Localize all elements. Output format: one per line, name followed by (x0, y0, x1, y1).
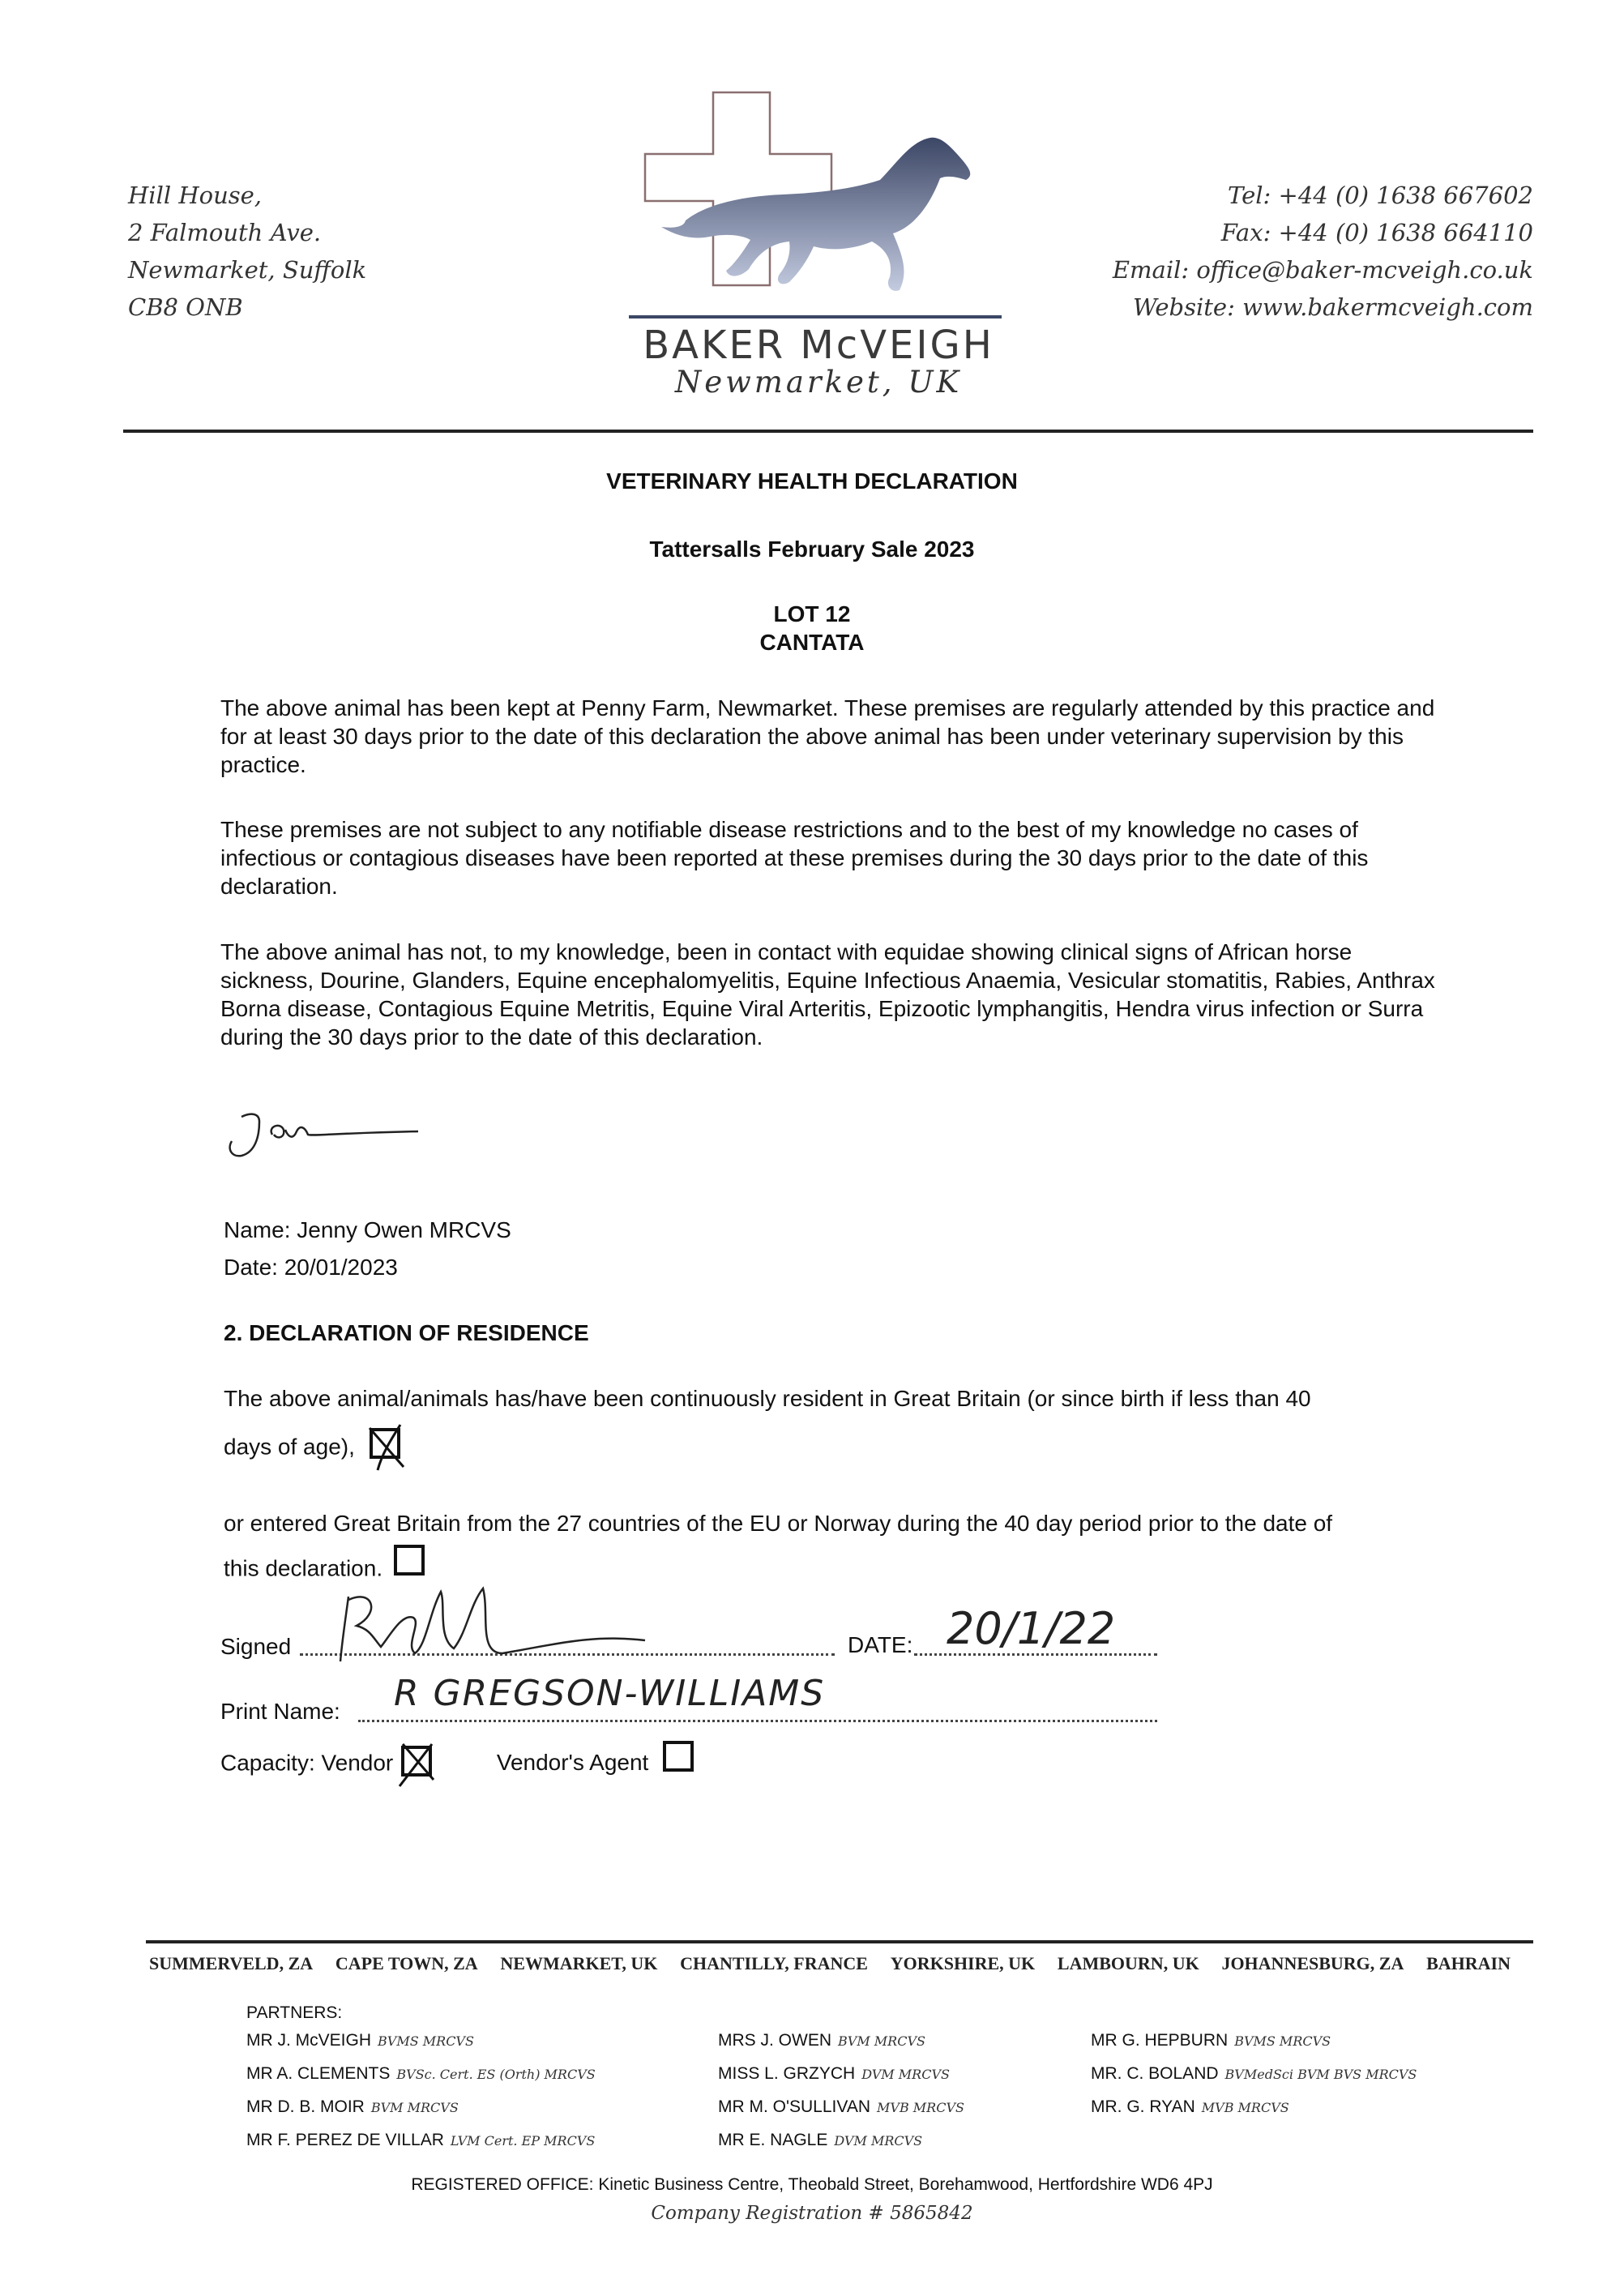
residence-line-2 (224, 1433, 400, 1464)
print-name-line (358, 1720, 1157, 1722)
partner-item: MR F. PEREZ DE VILLAR LVM Cert. EP MRCVS (246, 2131, 596, 2149)
brand-name: BAKER McVEIGH (643, 323, 994, 368)
partner-item: MR. C. BOLAND BVMedSci BVM BVS MRCVS (1091, 2064, 1417, 2083)
residence-line-3: or entered Great Britain from the 27 countries of the EU or Norway during the 40 day period prior to the date of (224, 1511, 1333, 1536)
address-line: 2 Falmouth Ave. (128, 219, 322, 246)
contact-tel: Tel: +44 (0) 1638 667602 (1228, 182, 1533, 209)
vet-name: Name: Jenny Owen MRCVS (224, 1217, 511, 1242)
print-name-label: Print Name: (220, 1699, 340, 1724)
lot-number: LOT 12 (773, 601, 851, 626)
practice-contact (1113, 177, 1533, 326)
city-item: YORKSHIRE, UK (890, 1953, 1036, 1973)
company-registration: Company Registration # 5865842 (651, 2203, 973, 2224)
partners-column-2 (718, 2024, 964, 2157)
residence-heading: 2. DECLARATION OF RESIDENCE (224, 1320, 589, 1345)
partners-heading: PARTNERS: (246, 2003, 343, 2022)
city-item: CHANTILLY, FRANCE (680, 1953, 868, 1973)
address-line: Hill House, (128, 182, 263, 209)
partner-item: MR D. B. MOIR BVM MRCVS (246, 2097, 459, 2116)
partner-item: MISS L. GRZYCH DVM MRCVS (718, 2064, 950, 2083)
city-item: LAMBOURN, UK (1057, 1953, 1199, 1973)
header-divider (123, 430, 1533, 433)
residence-line-1: The above animal/animals has/have been continuously resident in Great Britain (or since birth if less than 40 (224, 1386, 1311, 1411)
address-line: CB8 ONB (128, 293, 243, 321)
document-title: VETERINARY HEALTH DECLARATION (606, 468, 1018, 494)
brand-location: Newmarket, UK (674, 365, 963, 400)
city-item: BAHRAIN (1426, 1953, 1511, 1973)
residence-line-2-text: days of age), (224, 1434, 355, 1460)
capacity-agent-label: Vendor's Agent (496, 1750, 649, 1776)
address-line: Newmarket, Suffolk (128, 256, 367, 284)
practice-address (128, 177, 366, 326)
city-item: SUMMERVELD, ZA (149, 1953, 314, 1973)
partners-column-3 (1091, 2024, 1417, 2124)
capacity-row (220, 1749, 694, 1780)
capacity-vendor-label: Capacity: Vendor (220, 1750, 394, 1776)
check-mark-icon (396, 1738, 445, 1791)
checkbox-vendor[interactable] (401, 1746, 432, 1777)
city-item: CAPE TOWN, ZA (335, 1953, 478, 1973)
horse-name: CANTATA (759, 630, 865, 655)
checkbox-entered[interactable] (394, 1545, 425, 1576)
print-name-handwritten: R GREGSON-WILLIAMS (394, 1673, 826, 1714)
partner-item: MR M. O'SULLIVAN MVB MRCVS (718, 2097, 964, 2116)
city-item: NEWMARKET, UK (500, 1953, 658, 1973)
paragraph-residence: The above animal has been kept at Penny Farm, Newmarket. These premises are regularly attended by this practice and for at least 30 days prior to the date of this declaration the above animal has been under veterinary supervision by this practice. (220, 695, 1435, 777)
city-item: JOHANNESBURG, ZA (1221, 1953, 1404, 1973)
contact-email: Email: office@baker-mcveigh.co.uk (1112, 256, 1533, 284)
footer-divider (146, 1940, 1533, 1943)
partner-item: MR G. HEPBURN BVMS MRCVS (1091, 2031, 1331, 2050)
sale-name: Tattersalls February Sale 2023 (649, 537, 975, 562)
partners-column-1 (246, 2024, 596, 2157)
office-locations (149, 1953, 1511, 1974)
partner-item: MRS J. OWEN BVM MRCVS (718, 2031, 925, 2050)
checkbox-vendors-agent[interactable] (663, 1741, 694, 1772)
date-label: DATE: (848, 1632, 913, 1657)
residence-line-4-text: this declaration. (224, 1555, 383, 1581)
paragraph-disease-contact: The above animal has not, to my knowledge, been in contact with equidae showing clinical signs of African horse sickness, Dourine, Glanders, Equine encephalomyelitis, Equine Infectious Anaemia, Vesicular stomatitis, Rabies, Anthrax Borna disease, Contagious Equine Metritis, Equine Viral Arteritis, Epizootic lymphangitis, Hendra virus infection or Surra during the 30 days prior to the date of this declaration. (220, 939, 1435, 1050)
date-handwritten: 20/1/22 (947, 1603, 1116, 1654)
contact-fax: Fax: +44 (0) 1638 664110 (1220, 219, 1533, 246)
partner-item: MR. G. RYAN MVB MRCVS (1091, 2097, 1289, 2116)
partner-item: MR A. CLEMENTS BVSc. Cert. ES (Orth) MRCVS (246, 2064, 596, 2083)
registered-office: REGISTERED OFFICE: Kinetic Business Centre, Theobald Street, Borehamwood, Hertfordshire WD6 4PJ (411, 2175, 1213, 2194)
checkbox-resident[interactable] (370, 1428, 400, 1459)
signed-label: Signed (220, 1634, 292, 1659)
check-mark-icon (365, 1420, 413, 1473)
vet-signature (224, 1102, 434, 1167)
paragraph-restrictions: These premises are not subject to any notifiable disease restrictions and to the best of my knowledge no cases of infectious or contagious diseases have been reported at these premises during the 30 days prior to the date of this declaration. (220, 817, 1369, 899)
vet-date: Date: 20/01/2023 (224, 1255, 398, 1280)
vendor-signature (324, 1580, 665, 1670)
contact-website: Website: www.bakermcveigh.com (1132, 293, 1533, 321)
partner-item: MR J. McVEIGH BVMS MRCVS (246, 2031, 474, 2050)
partner-item: MR E. NAGLE DVM MRCVS (718, 2131, 923, 2149)
